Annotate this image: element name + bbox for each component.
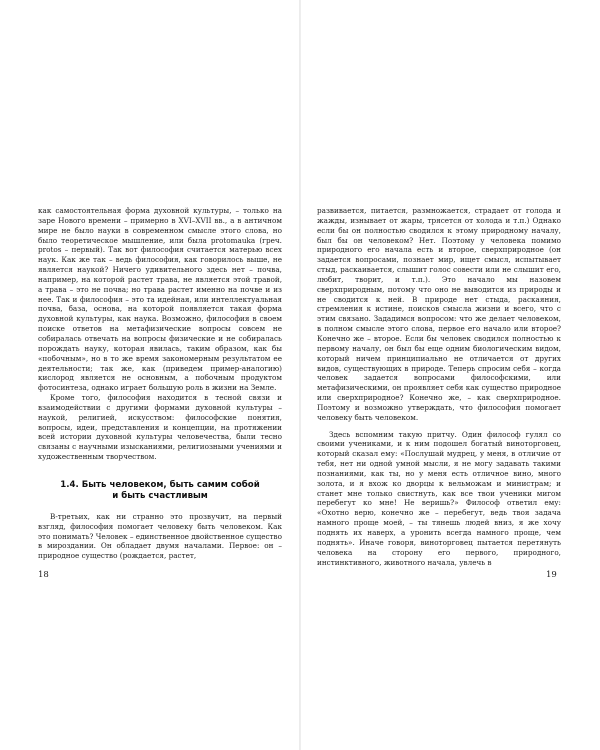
right-paragraph-2: Здесь вспомним такую притчу. Один философ гулял со своими учениками, и к ним подошел богатый виноторговец, который сказал ему: «Послушай мудрец, у меня, в отличие от тебя, нет ни одной умной мысли, я не могу задавать такими познаниями, как ты, но у меня есть отличное вино, много золота, и я вхож ко дворцы к вельможам и министрам; и станет мне только свистнуть, как все твои ученики мигом перебегут ко мне! Не веришь?» Философ ответил ему: «Охотно верю, конечно же – перебегут, ведь твоя задача намного проще моей, – ты тянешь людей вниз, я же хочу поднять их наверх, а уронить всегда намного проще, чем поднять». Иначе говоря, виноторговец пытается перетянуть человека на сторону его первого, природного, инстинктивного, животного начала, увлечь в [317, 429, 561, 567]
left-paragraph-1: как самостоятельная форма духовной культуры, – только на заре Нового времени – примерно в XVI–XVII вв., а в античном мире не было науки в современном смысле этого слова, но было теоретическое мышление, или была protomauka (греч. protos – первый). Так вот философия считается матерью всех наук. Как же так – ведь философия, как говорилось выше, не является наукой? Ничего удивительного здесь нет – почва, например, на которой растет трава, не является этой травой, а трава – это не почва; но трава растет именно на почве и из нее. Так и философия – это та идейная, или интеллектуальная почва, база, основа, на которой появляется такая форма духовной культуры, как наука. Возможно, философия в своем поиске ответов на метафизические вопросы совсем не собиралась отвечать на вопросы физические и не собиралась порождать науку, которая явилась, таким образом, как бы «побочным», но в то же время закономерным результатом ее деятельности; так же, как (приведем пример-аналогию) кислород является не основным, а побочным продуктом фотосинтеза, однако играет большую роль в жизни на Земле. [38, 206, 282, 393]
left-paragraph-2: Кроме того, философия находится в тесной связи и взаимодействии с другими формами духовной культуры – наукой, религией, искусством: философские понятия, вопросы, идеи, представления и концепции, на протяжении всей истории духовной культуры человечества, были тесно связаны с научными изысканиями, религиозными учениями и художественным творчеством. [38, 393, 282, 462]
page-number-left: 18 [38, 570, 49, 580]
section-heading [38, 480, 282, 502]
left-page [38, 206, 282, 561]
section-heading-line-1: 1.4. Быть человеком, быть самим собой [60, 479, 260, 490]
right-page [317, 206, 561, 567]
left-paragraph-3: В-третьих, как ни странно это прозвучит, на первый взгляд, философия помогает человеку быть человеком. Как это понимать? Человек – единственное двойственное существо в мироздании. Он обладает двумя началами. Первое: он – природное существо (рождается, растет, [38, 511, 282, 561]
section-heading-line-2: и быть счастливым [112, 490, 208, 501]
page-number-right: 19 [546, 570, 557, 580]
book-spine-shadow [299, 0, 301, 750]
right-paragraph-1: развивается, питается, размножается, страдает от голода и жажды, изнывает от жары, трясется от холода и т.п.) Однако если бы он полностью сводился к этому природному началу, был бы он человеком? Нет. Поэтому у человека помимо природного его начала есть и второе, сверхприродное (он задается вопросами, познает мир, ищет смысл, испытывает стыд, раскаивается, слышит голос совести или не слышит его, любит, творит, и т.п.). Это начало мы назовем сверхприродным, потому что оно не выводится из природы и не сводится к ней. В природе нет стыда, раскаяния, стремления к истине, поисков смысла жизни и всего, что с этим связано. Зададимся вопросом: что же делает человеком, в полном смысле этого слова, первое его начало или второе? Конечно же – второе. Если бы человек сводился полностью к первому началу, он был бы еще одним биологическим видом, который ничем принципиально не отличается от других видов, существующих в природе. Теперь спросим себя – когда человек задается вопросами философскими, или метафизическими, он проявляет себя как существо природное или сверхприродное? Конечно же, – как сверхприродное. Поэтому и возможно утверждать, что философия помогает человеку быть человеком. [317, 206, 561, 422]
